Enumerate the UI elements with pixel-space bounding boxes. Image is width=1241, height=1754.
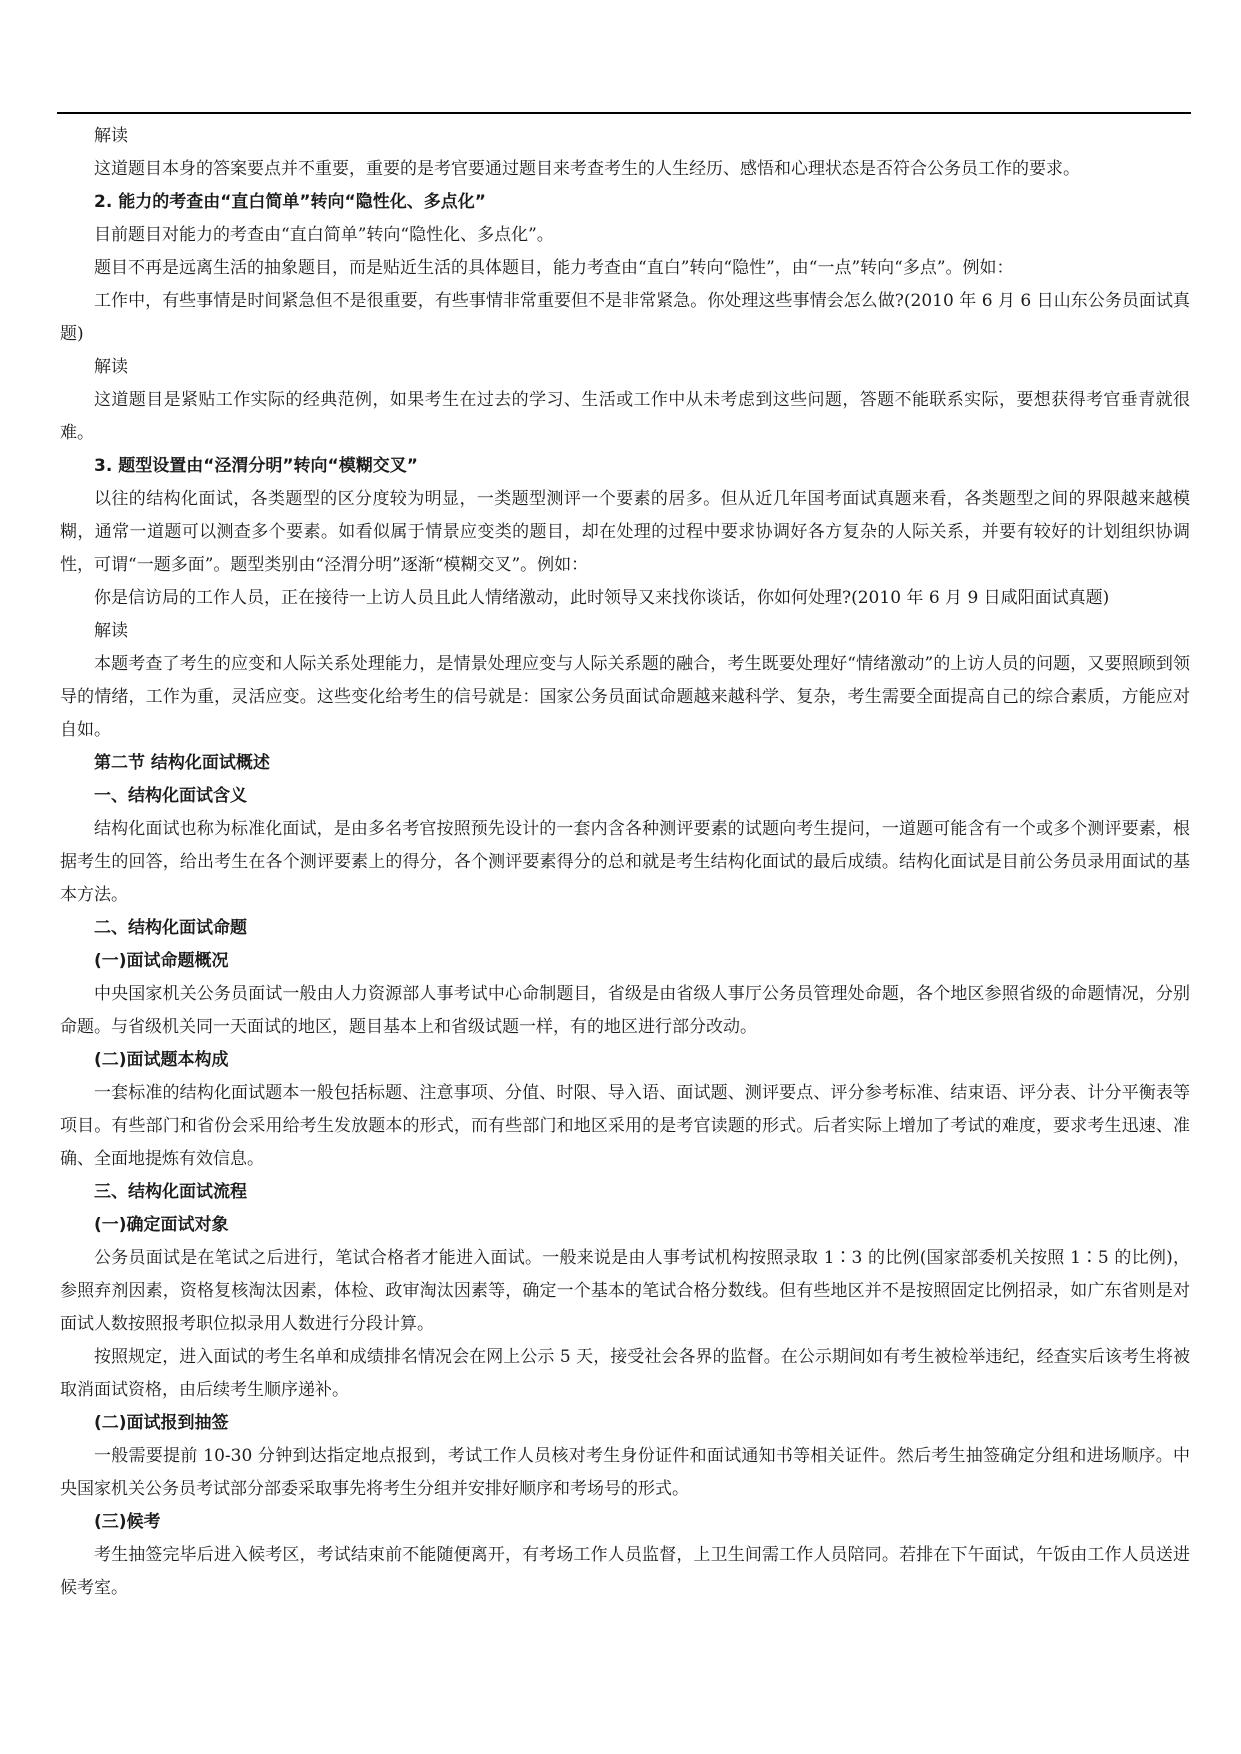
paragraph: 本题考查了考生的应变和人际关系处理能力，是情景处理应变与人际关系题的融合，考生既要处理好“情绪激动”的上访人员的问题，又要照顾到领导的情绪，工作为重，灵活应变。这些变化给考生的信号就是：国家公务员面试命题越来越科学、复杂，考生需要全面提高自己的综合素质，方能应对自如。 (60, 654, 1190, 740)
section-heading: 一、结构化面试含义 (94, 786, 247, 806)
paragraph: 公务员面试是在笔试之后进行，笔试合格者才能进入面试。一般来说是由人事考试机构按照录取 1∶3 的比例(国家部委机关按照 1∶5 的比例)，参照弃剂因素，资格复核淘汰因素，体检、政审淘汰因素等，确定一个基本的笔试合格分数线。但有些地区并不是按照固定比例招录，如广东省则是对面试人数按照报考职位拟录用人数进行分段计算。 (60, 1248, 1190, 1334)
paragraph: 考生抽签完毕后进入候考区，考试结束前不能随便离开，有考场工作人员监督，上卫生间需工作人员陪同。若排在下午面试，午饭由工作人员送进候考室。 (60, 1545, 1190, 1598)
paragraph: 解读 (94, 126, 128, 146)
paragraph: 你是信访局的工作人员，正在接待一上访人员且此人情绪激动，此时领导又来找你谈话，你如何处理?(2010 年 6 月 9 日咸阳面试真题) (94, 588, 1110, 608)
subsection-heading: (三)候考 (94, 1512, 161, 1532)
subsection-heading: (二)面试题本构成 (94, 1050, 229, 1070)
subsection-heading: (一)面试命题概况 (94, 951, 229, 971)
paragraph: 工作中，有些事情是时间紧急但不是很重要，有些事情非常重要但不是非常紧急。你处理这些事情会怎么做?(2010 年 6 月 6 日山东公务员面试真题) (60, 291, 1190, 344)
paragraph: 题目不再是远离生活的抽象题目，而是贴近生活的具体题目，能力考查由“直白”转向“隐性”，由“一点”转向“多点”。例如： (94, 258, 1014, 278)
paragraph: 解读 (94, 621, 128, 641)
document-body (60, 120, 1190, 1605)
paragraph: 中央国家机关公务员面试一般由人力资源部人事考试中心命制题目，省级是由省级人事厅公务员管理处命题，各个地区参照省级的命题情况，分别命题。与省级机关同一天面试的地区，题目基本上和省级试题一样，有的地区进行部分改动。 (60, 984, 1190, 1037)
paragraph: 结构化面试也称为标准化面试，是由多名考官按照预先设计的一套内含各种测评要素的试题向考生提问，一道题可能含有一个或多个测评要素，根据考生的回答，给出考生在各个测评要素上的得分，各个测评要素得分的总和就是考生结构化面试的最后成绩。结构化面试是目前公务员录用面试的基本方法。 (60, 819, 1190, 905)
paragraph: 这道题目本身的答案要点并不重要，重要的是考官要通过题目来考查考生的人生经历、感悟和心理状态是否符合公务员工作的要求。 (94, 159, 1080, 179)
section-heading: 二、结构化面试命题 (94, 918, 247, 938)
paragraph: 一套标准的结构化面试题本一般包括标题、注意事项、分值、时限、导入语、面试题、测评要点、评分参考标准、结束语、评分表、计分平衡表等项目。有些部门和省份会采用给考生发放题本的形式，而有些部门和地区采用的是考官读题的形式。后者实际上增加了考试的难度，要求考生迅速、准确、全面地提炼有效信息。 (60, 1083, 1190, 1169)
paragraph: 目前题目对能力的考查由“直白简单”转向“隐性化、多点化”。 (94, 225, 554, 245)
section-heading: 3. 题型设置由“泾渭分明”转向“模糊交叉” (94, 456, 418, 476)
subsection-heading: (一)确定面试对象 (94, 1215, 229, 1235)
section-heading: 三、结构化面试流程 (94, 1182, 247, 1202)
paragraph: 以往的结构化面试，各类题型的区分度较为明显，一类题型测评一个要素的居多。但从近几年国考面试真题来看，各类题型之间的界限越来越模糊，通常一道题可以测查多个要素。如看似属于情景应变类的题目，却在处理的过程中要求协调好各方复杂的人际关系，并要有较好的计划组织协调性，可谓“一题多面”。题型类别由“泾渭分明”逐渐“模糊交叉”。例如： (60, 489, 1190, 575)
paragraph: 按照规定，进入面试的考生名单和成绩排名情况会在网上公示 5 天，接受社会各界的监督。在公示期间如有考生被检举违纪，经查实后该考生将被取消面试资格，由后续考生顺序递补。 (60, 1347, 1190, 1400)
section-heading: 2. 能力的考查由“直白简单”转向“隐性化、多点化” (94, 192, 486, 212)
paragraph: 这道题目是紧贴工作实际的经典范例，如果考生在过去的学习、生活或工作中从未考虑到这些问题，答题不能联系实际，要想获得考官垂青就很难。 (60, 390, 1190, 443)
paragraph: 解读 (94, 357, 128, 377)
chapter-section-title: 第二节 结构化面试概述 (94, 753, 270, 773)
header-rule (57, 112, 1191, 114)
subsection-heading: (二)面试报到抽签 (94, 1413, 229, 1433)
paragraph: 一般需要提前 10-30 分钟到达指定地点报到，考试工作人员核对考生身份证件和面试通知书等相关证件。然后考生抽签确定分组和进场顺序。中央国家机关公务员考试部分部委采取事先将考生分组并安排好顺序和考场号的形式。 (60, 1446, 1190, 1499)
